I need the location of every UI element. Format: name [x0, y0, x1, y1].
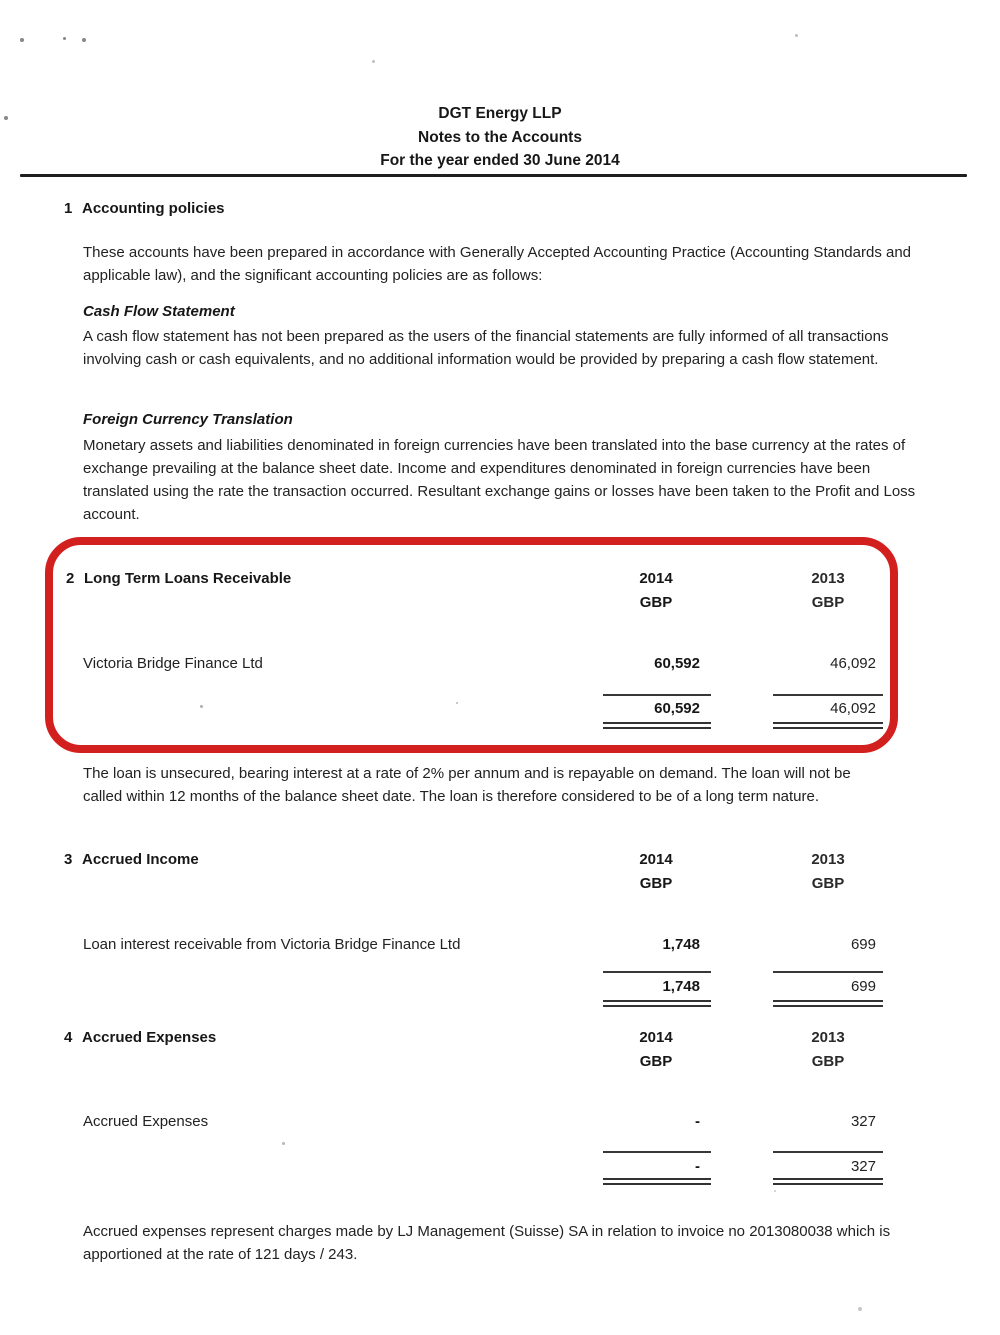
currency-label-2013: GBP [811, 1053, 845, 1070]
currency-label-2013: GBP [811, 875, 845, 892]
section-3-data-row [0, 936, 1000, 958]
total-2013: 699 [850, 978, 876, 995]
section-number: 4 [64, 1029, 73, 1046]
currency-label-2014: GBP [639, 594, 673, 611]
scan-speck [82, 38, 86, 42]
currency-label-2013: GBP [811, 594, 845, 611]
scan-speck [63, 37, 66, 40]
scan-speck [282, 1142, 285, 1145]
foreign-currency-heading: Foreign Currency Translation [83, 411, 293, 428]
total-double-rule [773, 722, 883, 729]
row-label: Victoria Bridge Finance Ltd [83, 655, 263, 672]
total-2014: 60,592 [654, 700, 700, 717]
section-title: Accrued Expenses [82, 1029, 217, 1046]
total-2014: 1,748 [662, 978, 700, 995]
section-2-heading [0, 570, 1000, 592]
section-number: 3 [64, 851, 73, 868]
total-rule [603, 694, 711, 696]
scan-speck [858, 1307, 862, 1311]
header-rule [20, 174, 967, 177]
year-column-2013: 2013 [811, 1029, 845, 1046]
section-title: Accrued Income [82, 851, 199, 868]
total-double-rule [603, 1178, 711, 1185]
section-4-heading [0, 1029, 1000, 1051]
section-3-total-row [0, 978, 1000, 1000]
row-label: Loan interest receivable from Victoria Bridge Finance Ltd [83, 936, 461, 953]
section-2-currency-row [0, 594, 1000, 616]
year-column-2013: 2013 [811, 851, 845, 868]
total-double-rule [603, 722, 711, 729]
value-2014: 60,592 [654, 655, 700, 672]
total-2013: 46,092 [830, 700, 876, 717]
section-4-data-row [0, 1113, 1000, 1135]
section-2-data-row [0, 655, 1000, 677]
scan-speck [372, 60, 375, 63]
value-2013: 699 [850, 936, 876, 953]
total-double-rule [773, 1178, 883, 1185]
company-name: DGT Energy LLP [438, 105, 562, 122]
total-double-rule [603, 1000, 711, 1007]
value-2013: 46,092 [830, 655, 876, 672]
currency-label-2014: GBP [639, 1053, 673, 1070]
currency-label-2014: GBP [639, 875, 673, 892]
section-4-total-row [0, 1158, 1000, 1180]
total-rule [773, 971, 883, 973]
total-rule [773, 694, 883, 696]
section-number: 2 [66, 570, 75, 587]
loan-note: The loan is unsecured, bearing interest at a rate of 2% per annum and is repayable on demand. The loan will not be called within 12 months of the balance sheet date. The loan is therefore considered to be of a long term nature. [83, 765, 851, 805]
section-1-heading [0, 200, 1000, 222]
cash-flow-heading: Cash Flow Statement [83, 303, 235, 320]
period-title: For the year ended 30 June 2014 [380, 152, 620, 169]
year-column-2014: 2014 [639, 851, 673, 868]
total-double-rule [773, 1000, 883, 1007]
section-3-currency-row [0, 875, 1000, 897]
year-column-2014: 2014 [639, 1029, 673, 1046]
total-2014: - [695, 1158, 700, 1175]
cash-flow-body: A cash flow statement has not been prepared as the users of the financial statements are fully informed of all transactions involving cash or cash equivalents, and no additional information would be provided by preparing a cash flow statement. [83, 328, 889, 368]
section-4-currency-row [0, 1053, 1000, 1075]
value-2014: - [695, 1113, 700, 1130]
foreign-currency-body: Monetary assets and liabilities denominated in foreign currencies have been translated into the base currency at the rates of exchange prevailing at the balance sheet date. Income and expenditures denominated in foreign currencies have been translated using the rate the transaction occurred. Resultant exchange gains or losses have been taken to the Profit and Loss account. [83, 437, 916, 523]
accounting-policies-intro: These accounts have been prepared in accordance with Generally Accepted Accounting Practice (Accounting Standards and applicable law), and the significant accounting policies are as follows: [83, 244, 912, 284]
year-column-2014: 2014 [639, 570, 673, 587]
total-rule [773, 1151, 883, 1153]
section-2-total-row [0, 700, 1000, 722]
section-title: Accounting policies [82, 200, 225, 217]
total-rule [603, 971, 711, 973]
total-2013: 327 [850, 1158, 876, 1175]
section-title: Long Term Loans Receivable [84, 570, 292, 587]
scan-speck [20, 38, 24, 42]
value-2013: 327 [850, 1113, 876, 1130]
document-title: Notes to the Accounts [418, 129, 582, 146]
scan-speck [774, 1190, 776, 1192]
row-label: Accrued Expenses [83, 1113, 209, 1130]
value-2014: 1,748 [662, 936, 700, 953]
year-column-2013: 2013 [811, 570, 845, 587]
section-number: 1 [64, 200, 73, 217]
accrued-expenses-footnote: Accrued expenses represent charges made by LJ Management (Suisse) SA in relation to invoice no 2013080038 which is apportioned at the rate of 121 days / 243. [83, 1223, 891, 1263]
total-rule [603, 1151, 711, 1153]
section-3-heading [0, 851, 1000, 873]
scan-speck [795, 34, 798, 37]
